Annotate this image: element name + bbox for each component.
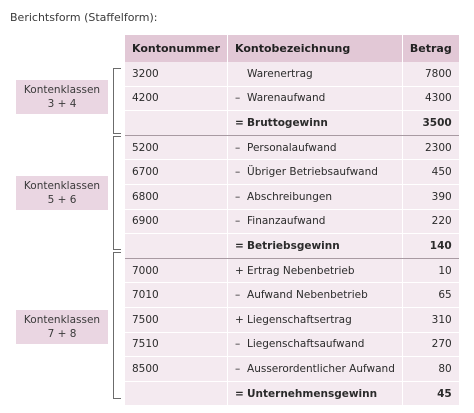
group-label-line2: 5 + 6 (47, 194, 77, 206)
operator: = (235, 116, 244, 129)
table-row (125, 332, 459, 357)
account-description (228, 381, 403, 406)
account-description (228, 234, 403, 259)
bracket-group-1 (113, 68, 121, 134)
account-number: 7010 (125, 283, 228, 308)
amount: 450 (402, 160, 458, 185)
account-number: 3200 (125, 62, 228, 86)
amount: 3500 (402, 111, 458, 136)
account-description (228, 332, 403, 357)
row-label: Aufwand Nebenbetrieb (247, 289, 368, 302)
operator: – (235, 215, 241, 228)
account-number: 6700 (125, 160, 228, 185)
row-label: Finanzaufwand (247, 215, 326, 228)
amount: 390 (402, 184, 458, 209)
group-label-line1: Kontenklassen (23, 314, 101, 326)
group-label-line1: Kontenklassen (23, 84, 101, 96)
account-description (228, 135, 403, 160)
table-row (125, 283, 459, 308)
account-number: 7510 (125, 332, 228, 357)
row-label: Ertrag Nebenbetrieb (247, 264, 355, 277)
table-row (125, 258, 459, 283)
account-description (228, 86, 403, 111)
operator: + (235, 313, 244, 326)
amount: 7800 (402, 62, 458, 86)
row-label: Übriger Betriebsaufwand (247, 166, 378, 179)
amount: 65 (402, 283, 458, 308)
operator: – (235, 92, 241, 105)
header-amount: Betrag (402, 35, 458, 62)
account-description (228, 111, 403, 136)
row-label: Abschreibungen (247, 190, 332, 203)
account-number: 6900 (125, 209, 228, 234)
amount: 220 (402, 209, 458, 234)
group-label-7-8 (16, 310, 108, 344)
header-account-number: Kontonummer (125, 35, 228, 62)
account-number (125, 234, 228, 259)
account-description (228, 307, 403, 332)
table-header-row (125, 35, 459, 62)
table-row (125, 135, 459, 160)
table-row (125, 307, 459, 332)
account-number: 5200 (125, 135, 228, 160)
row-label: Liegenschaftsaufwand (247, 338, 365, 351)
account-description (228, 160, 403, 185)
row-label: Personalaufwand (247, 141, 337, 154)
operator: = (235, 239, 244, 252)
amount: 270 (402, 332, 458, 357)
amount: 45 (402, 381, 458, 406)
account-number: 6800 (125, 184, 228, 209)
operator: – (235, 338, 241, 351)
operator: + (235, 264, 244, 277)
group-label-line2: 7 + 8 (47, 328, 77, 340)
account-description (228, 258, 403, 283)
account-number: 8500 (125, 357, 228, 382)
row-label: Warenertrag (247, 67, 313, 80)
subtotal-row (125, 234, 459, 259)
operator: – (235, 289, 241, 302)
caption: Berichtsform (Staffelform): (10, 11, 158, 24)
income-statement-table (125, 35, 459, 406)
row-label: Liegenschaftsertrag (247, 313, 352, 326)
row-label: Ausserordentlicher Aufwand (247, 362, 395, 375)
subtotal-row (125, 111, 459, 136)
amount: 310 (402, 307, 458, 332)
operator: – (235, 362, 241, 375)
account-description (228, 283, 403, 308)
account-number: 4200 (125, 86, 228, 111)
total-row (125, 381, 459, 406)
group-label-5-6 (16, 176, 108, 210)
table-row (125, 86, 459, 111)
account-number (125, 111, 228, 136)
table-row (125, 160, 459, 185)
table-row (125, 184, 459, 209)
account-number: 7500 (125, 307, 228, 332)
row-label: Unternehmensgewinn (247, 387, 378, 400)
account-number: 7000 (125, 258, 228, 283)
account-description (228, 62, 403, 86)
operator: = (235, 387, 244, 400)
operator: – (235, 141, 241, 154)
group-label-line2: 3 + 4 (47, 98, 77, 110)
bracket-group-2 (113, 136, 121, 250)
account-description (228, 184, 403, 209)
group-label-line1: Kontenklassen (23, 180, 101, 192)
amount: 80 (402, 357, 458, 382)
bracket-group-3 (113, 252, 121, 399)
operator: – (235, 166, 241, 179)
table-row (125, 357, 459, 382)
amount: 140 (402, 234, 458, 259)
account-description (228, 209, 403, 234)
row-label: Bruttogewinn (247, 116, 328, 129)
header-account-description: Kontobezeichnung (228, 35, 403, 62)
amount: 4300 (402, 86, 458, 111)
table-row (125, 62, 459, 86)
amount: 10 (402, 258, 458, 283)
table-row (125, 209, 459, 234)
operator: – (235, 190, 241, 203)
amount: 2300 (402, 135, 458, 160)
row-label: Warenaufwand (247, 92, 326, 105)
account-number (125, 381, 228, 406)
group-label-3-4 (16, 80, 108, 114)
account-description (228, 357, 403, 382)
row-label: Betriebsgewinn (247, 239, 340, 252)
